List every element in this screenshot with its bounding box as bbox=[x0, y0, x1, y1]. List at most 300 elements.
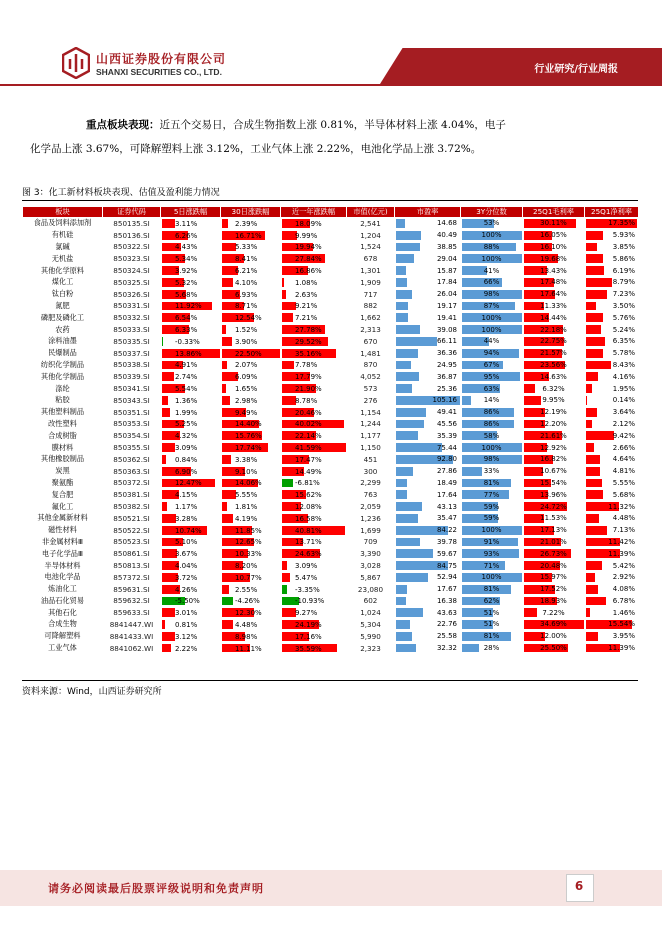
change-30d bbox=[221, 595, 281, 607]
pe-percentile bbox=[461, 430, 523, 442]
security-code: 850326.SI bbox=[103, 288, 161, 300]
security-code: 8841433.WI bbox=[103, 630, 161, 642]
gross-margin-value: 16.82% bbox=[540, 455, 567, 464]
change-1y bbox=[281, 512, 347, 524]
table-row bbox=[23, 630, 639, 642]
change-30d bbox=[221, 335, 281, 347]
net-margin-value: 4.81% bbox=[612, 467, 635, 476]
pe-percentile-value: 67% bbox=[483, 360, 500, 369]
change-30d bbox=[221, 359, 281, 371]
pe-ratio bbox=[395, 312, 461, 324]
gross-margin bbox=[523, 630, 585, 642]
net-margin-value: 6.78% bbox=[612, 596, 635, 605]
table-row bbox=[23, 276, 639, 288]
net-margin bbox=[585, 501, 639, 513]
change-30d bbox=[221, 347, 281, 359]
net-margin bbox=[585, 524, 639, 536]
change-30d-value: 12.30% bbox=[235, 609, 262, 618]
pe-ratio-value: 105.16 bbox=[432, 396, 457, 405]
pe-ratio-value: 32.32 bbox=[436, 644, 457, 653]
pe-ratio-value: 40.49 bbox=[436, 231, 457, 240]
gross-margin-value: 11.53% bbox=[540, 514, 567, 523]
sector-name: 非金属材料Ⅲ bbox=[23, 536, 103, 548]
change-30d-value: 9.10% bbox=[235, 467, 258, 476]
change-5d bbox=[161, 324, 221, 336]
gross-margin-value: 20.48% bbox=[540, 561, 567, 570]
change-30d bbox=[221, 276, 281, 288]
pe-percentile-value: 53% bbox=[483, 219, 500, 228]
change-1y-value: 17.79% bbox=[295, 373, 322, 382]
figure-divider bbox=[22, 200, 638, 201]
change-1y-value: 35.59% bbox=[295, 644, 322, 653]
pe-percentile bbox=[461, 536, 523, 548]
change-5d-value: 5.68% bbox=[175, 290, 198, 299]
change-30d-value: 1.65% bbox=[235, 385, 258, 394]
pe-percentile bbox=[461, 501, 523, 513]
gross-margin-value: 16.05% bbox=[540, 231, 567, 240]
column-header: 近一年涨跌幅 bbox=[281, 207, 347, 218]
market-cap: 1,150 bbox=[347, 442, 395, 454]
net-margin-value: 5.24% bbox=[612, 325, 635, 334]
change-30d-value: 17.74% bbox=[235, 444, 262, 453]
change-30d-value: -4.26% bbox=[235, 597, 260, 606]
change-1y-value: 40.81% bbox=[295, 526, 322, 535]
change-30d-value: 16.71% bbox=[235, 231, 262, 240]
change-5d bbox=[161, 536, 221, 548]
market-cap: 3,390 bbox=[347, 548, 395, 560]
pe-ratio-value: 19.17 bbox=[436, 301, 457, 310]
net-margin-value: 5.76% bbox=[612, 313, 635, 322]
change-1y-value: 7.21% bbox=[295, 314, 318, 323]
change-1y-value: 35.16% bbox=[295, 349, 322, 358]
change-5d-value: 0.84% bbox=[175, 455, 198, 464]
sector-name: 煤化工 bbox=[23, 276, 103, 288]
change-5d-value: 3.28% bbox=[175, 514, 198, 523]
table-row bbox=[23, 359, 639, 371]
pe-percentile bbox=[461, 276, 523, 288]
net-margin-value: 0.14% bbox=[612, 396, 635, 405]
table-row bbox=[23, 571, 639, 583]
gross-margin bbox=[523, 418, 585, 430]
sector-name: 合成树脂 bbox=[23, 430, 103, 442]
change-1y-value: 5.47% bbox=[295, 573, 318, 582]
security-code: 850341.SI bbox=[103, 383, 161, 395]
change-30d bbox=[221, 630, 281, 642]
change-30d-value: 8.98% bbox=[235, 632, 258, 641]
pe-ratio bbox=[395, 642, 461, 654]
change-5d bbox=[161, 477, 221, 489]
change-1y-value: 9.21% bbox=[295, 302, 318, 311]
figure-title: 图 3：化工新材料板块表现、估值及盈利能力情况 bbox=[22, 188, 220, 198]
change-5d bbox=[161, 442, 221, 454]
net-margin bbox=[585, 442, 639, 454]
gross-margin bbox=[523, 324, 585, 336]
change-30d bbox=[221, 265, 281, 277]
gross-margin-value: 22.75% bbox=[540, 337, 567, 346]
change-30d-value: 1.52% bbox=[235, 326, 258, 335]
change-1y-value: 22.14% bbox=[295, 432, 322, 441]
sector-name: 磁性材料 bbox=[23, 524, 103, 536]
pe-percentile-value: 41% bbox=[483, 266, 500, 275]
market-cap: 670 bbox=[347, 335, 395, 347]
pe-percentile bbox=[461, 324, 523, 336]
sector-name: 民爆制品 bbox=[23, 347, 103, 359]
source-divider bbox=[22, 680, 638, 681]
table-row bbox=[23, 560, 639, 572]
pe-percentile bbox=[461, 265, 523, 277]
sector-name: 油品石化贸易 bbox=[23, 595, 103, 607]
net-margin bbox=[585, 453, 639, 465]
header-divider bbox=[0, 84, 662, 86]
change-1y bbox=[281, 501, 347, 513]
change-5d bbox=[161, 418, 221, 430]
change-1y bbox=[281, 465, 347, 477]
table-row bbox=[23, 324, 639, 336]
pe-percentile-value: 98% bbox=[483, 290, 500, 299]
security-code: 850337.SI bbox=[103, 347, 161, 359]
market-cap: 763 bbox=[347, 489, 395, 501]
change-1y bbox=[281, 324, 347, 336]
gross-margin bbox=[523, 253, 585, 265]
net-margin bbox=[585, 406, 639, 418]
pe-ratio-value: 49.41 bbox=[436, 408, 457, 417]
gross-margin-value: 13.96% bbox=[540, 490, 567, 499]
net-margin bbox=[585, 642, 639, 654]
net-margin bbox=[585, 465, 639, 477]
pe-percentile bbox=[461, 418, 523, 430]
footer-disclaimer: 请务必阅读最后股票评级说明和免责声明 bbox=[48, 882, 264, 895]
sector-name: 农药 bbox=[23, 324, 103, 336]
table-row bbox=[23, 406, 639, 418]
pe-percentile-value: 100% bbox=[481, 573, 502, 582]
gross-margin-value: 25.50% bbox=[540, 644, 567, 653]
change-1y-value: 17.16% bbox=[295, 632, 322, 641]
pe-percentile-value: 81% bbox=[483, 585, 500, 594]
pe-ratio-value: 27.86 bbox=[436, 467, 457, 476]
net-margin bbox=[585, 489, 639, 501]
pe-percentile bbox=[461, 335, 523, 347]
change-30d bbox=[221, 253, 281, 265]
change-1y bbox=[281, 583, 347, 595]
net-margin-value: 5.42% bbox=[612, 561, 635, 570]
market-cap: 717 bbox=[347, 288, 395, 300]
change-30d-value: 2.39% bbox=[235, 219, 258, 228]
change-1y bbox=[281, 229, 347, 241]
pe-ratio bbox=[395, 229, 461, 241]
pe-percentile bbox=[461, 642, 523, 654]
net-margin bbox=[585, 630, 639, 642]
pe-percentile bbox=[461, 583, 523, 595]
pe-percentile bbox=[461, 560, 523, 572]
pe-ratio-value: 16.38 bbox=[436, 596, 457, 605]
change-5d bbox=[161, 383, 221, 395]
change-5d bbox=[161, 512, 221, 524]
pe-percentile bbox=[461, 347, 523, 359]
market-cap: 1,177 bbox=[347, 430, 395, 442]
security-code: 850523.SI bbox=[103, 536, 161, 548]
gross-margin bbox=[523, 442, 585, 454]
pe-ratio-value: 35.39 bbox=[436, 431, 457, 440]
gross-margin-value: 22.18% bbox=[540, 325, 567, 334]
gross-margin bbox=[523, 265, 585, 277]
change-30d-value: 8.41% bbox=[235, 255, 258, 264]
net-margin-value: 5.93% bbox=[612, 231, 635, 240]
table-row bbox=[23, 442, 639, 454]
change-30d bbox=[221, 571, 281, 583]
pe-ratio-value: 29.04 bbox=[436, 254, 457, 263]
gross-margin bbox=[523, 453, 585, 465]
column-header: 市值(亿元) bbox=[347, 207, 395, 218]
pe-ratio bbox=[395, 335, 461, 347]
net-margin bbox=[585, 288, 639, 300]
pe-percentile-value: 88% bbox=[483, 242, 500, 251]
net-margin-value: 4.16% bbox=[612, 372, 635, 381]
security-code: 850351.SI bbox=[103, 406, 161, 418]
market-cap: 3,028 bbox=[347, 560, 395, 572]
market-cap: 2,299 bbox=[347, 477, 395, 489]
change-5d-value: 5.32% bbox=[175, 278, 198, 287]
table-row bbox=[23, 536, 639, 548]
sector-name: 可降解塑料 bbox=[23, 630, 103, 642]
gross-margin-value: 19.68% bbox=[540, 254, 567, 263]
change-1y bbox=[281, 241, 347, 253]
change-5d-value: 4.91% bbox=[175, 361, 198, 370]
change-5d bbox=[161, 394, 221, 406]
pe-ratio-value: 43.13 bbox=[436, 502, 457, 511]
change-1y-value: 27.78% bbox=[295, 326, 322, 335]
market-cap: 1,154 bbox=[347, 406, 395, 418]
sector-name: 膜材料 bbox=[23, 442, 103, 454]
pe-ratio-value: 35.47 bbox=[436, 514, 457, 523]
change-30d-value: 1.81% bbox=[235, 503, 258, 512]
market-cap: 1,481 bbox=[347, 347, 395, 359]
net-margin bbox=[585, 619, 639, 631]
change-5d bbox=[161, 524, 221, 536]
gross-margin-value: 17.13% bbox=[540, 526, 567, 535]
net-margin bbox=[585, 512, 639, 524]
column-header: 板块 bbox=[23, 207, 103, 218]
pe-percentile-value: 100% bbox=[481, 313, 502, 322]
pe-percentile-value: 81% bbox=[483, 478, 500, 487]
security-code: 850339.SI bbox=[103, 371, 161, 383]
gross-margin bbox=[523, 477, 585, 489]
change-1y bbox=[281, 571, 347, 583]
pe-ratio bbox=[395, 418, 461, 430]
change-5d-value: 6.90% bbox=[175, 467, 198, 476]
pe-percentile bbox=[461, 241, 523, 253]
change-1y-value: 7.78% bbox=[295, 361, 318, 370]
sector-name: 聚氨酯 bbox=[23, 477, 103, 489]
change-5d-value: -0.33% bbox=[175, 337, 200, 346]
change-30d-value: 3.38% bbox=[235, 455, 258, 464]
security-code: 850135.SI bbox=[103, 218, 161, 230]
change-5d-value: 3.67% bbox=[175, 550, 198, 559]
gross-margin-value: 9.95% bbox=[542, 396, 565, 405]
change-1y-value: 24.19% bbox=[295, 620, 322, 629]
change-30d bbox=[221, 406, 281, 418]
gross-margin bbox=[523, 335, 585, 347]
pe-percentile-value: 98% bbox=[483, 455, 500, 464]
gross-margin bbox=[523, 619, 585, 631]
security-code: 850335.SI bbox=[103, 335, 161, 347]
change-1y-value: 9.99% bbox=[295, 231, 318, 240]
net-margin bbox=[585, 300, 639, 312]
change-30d-value: 8.20% bbox=[235, 562, 258, 570]
pe-ratio-value: 14.68 bbox=[436, 219, 457, 228]
gross-margin-value: 15.54% bbox=[540, 478, 567, 487]
table-row bbox=[23, 241, 639, 253]
pe-percentile-value: 91% bbox=[483, 537, 500, 546]
net-margin-value: 3.50% bbox=[612, 301, 635, 310]
change-1y-value: 21.90% bbox=[295, 385, 322, 394]
change-30d bbox=[221, 477, 281, 489]
net-margin-value: 8.43% bbox=[612, 360, 635, 369]
change-5d-value: 3.11% bbox=[175, 219, 198, 228]
change-5d-value: 11.92% bbox=[175, 302, 202, 311]
sector-name: 氟化工 bbox=[23, 501, 103, 513]
pe-ratio-value: 26.04 bbox=[436, 290, 457, 299]
change-5d bbox=[161, 265, 221, 277]
net-margin bbox=[585, 536, 639, 548]
pe-percentile-value: 100% bbox=[481, 231, 502, 240]
pe-percentile-value: 58% bbox=[483, 431, 500, 440]
pe-percentile-value: 87% bbox=[483, 301, 500, 310]
sector-name: 食品及饲料添加剂 bbox=[23, 218, 103, 230]
change-1y bbox=[281, 335, 347, 347]
table-row bbox=[23, 583, 639, 595]
change-5d-value: 2.22% bbox=[175, 644, 198, 653]
change-30d-value: 10.77% bbox=[235, 573, 262, 582]
pe-percentile bbox=[461, 371, 523, 383]
net-margin bbox=[585, 394, 639, 406]
change-5d bbox=[161, 241, 221, 253]
gross-margin bbox=[523, 512, 585, 524]
sector-name: 改性塑料 bbox=[23, 418, 103, 430]
change-30d-value: 2.55% bbox=[235, 585, 258, 594]
pe-percentile-value: 51% bbox=[483, 608, 500, 617]
gross-margin bbox=[523, 229, 585, 241]
paragraph-lead: 重点板块表现： bbox=[86, 119, 160, 131]
pe-percentile bbox=[461, 394, 523, 406]
source-note: 资料来源：Wind，山西证券研究所 bbox=[22, 687, 162, 697]
pe-percentile-value: 28% bbox=[483, 644, 500, 653]
pe-percentile bbox=[461, 477, 523, 489]
pe-percentile-value: 59% bbox=[483, 514, 500, 523]
pe-percentile bbox=[461, 571, 523, 583]
change-30d bbox=[221, 524, 281, 536]
pe-ratio-value: 66.11 bbox=[436, 337, 457, 346]
table-row bbox=[23, 607, 639, 619]
pe-ratio-value: 39.08 bbox=[436, 325, 457, 334]
change-1y bbox=[281, 548, 347, 560]
pe-percentile-value: 51% bbox=[483, 620, 500, 629]
change-30d-value: 12.54% bbox=[235, 314, 262, 323]
change-1y bbox=[281, 359, 347, 371]
sector-name: 粘胶 bbox=[23, 394, 103, 406]
table-row bbox=[23, 430, 639, 442]
change-5d-value: 13.86% bbox=[175, 349, 202, 358]
paragraph-line2: 化学品上涨 3.67%，可降解塑料上涨 3.12%，工业气体上涨 2.22%，电池化学品上涨 3.72%。 bbox=[30, 143, 482, 155]
net-margin bbox=[585, 229, 639, 241]
market-cap: 602 bbox=[347, 595, 395, 607]
pe-ratio bbox=[395, 560, 461, 572]
security-code: 850353.SI bbox=[103, 418, 161, 430]
sector-name: 氮肥 bbox=[23, 300, 103, 312]
change-5d-value: 1.17% bbox=[175, 503, 198, 512]
market-cap: 2,059 bbox=[347, 501, 395, 513]
pe-percentile bbox=[461, 595, 523, 607]
security-code: 859631.SI bbox=[103, 583, 161, 595]
change-30d bbox=[221, 560, 281, 572]
security-code: 850522.SI bbox=[103, 524, 161, 536]
gross-margin-value: 12.92% bbox=[540, 443, 567, 452]
pe-percentile bbox=[461, 512, 523, 524]
table-row bbox=[23, 300, 639, 312]
market-cap: 1,204 bbox=[347, 229, 395, 241]
change-5d-value: 10.74% bbox=[175, 526, 202, 535]
security-code: 850338.SI bbox=[103, 359, 161, 371]
change-5d bbox=[161, 312, 221, 324]
change-5d-value: 5.10% bbox=[175, 538, 198, 547]
change-5d-value: 4.32% bbox=[175, 432, 198, 441]
pe-percentile bbox=[461, 300, 523, 312]
change-1y bbox=[281, 642, 347, 654]
pe-percentile-value: 86% bbox=[483, 408, 500, 417]
change-1y bbox=[281, 383, 347, 395]
market-cap: 23,080 bbox=[347, 583, 395, 595]
pe-ratio-value: 45.56 bbox=[436, 419, 457, 428]
gross-margin bbox=[523, 383, 585, 395]
company-name-en: SHANXI SECURITIES CO., LTD. bbox=[96, 67, 222, 77]
pe-percentile-value: 100% bbox=[481, 254, 502, 263]
change-30d bbox=[221, 324, 281, 336]
security-code: 850372.SI bbox=[103, 477, 161, 489]
change-30d-value: 9.49% bbox=[235, 408, 258, 417]
gross-margin-value: 12.19% bbox=[540, 408, 567, 417]
net-margin-value: 8.79% bbox=[612, 278, 635, 287]
table-row bbox=[23, 619, 639, 631]
change-30d bbox=[221, 312, 281, 324]
gross-margin-value: 7.22% bbox=[542, 608, 565, 617]
change-30d-value: 14.06% bbox=[235, 479, 262, 488]
pe-percentile bbox=[461, 359, 523, 371]
net-margin bbox=[585, 477, 639, 489]
market-cap: 870 bbox=[347, 359, 395, 371]
net-margin-value: 7.23% bbox=[612, 290, 635, 299]
change-5d bbox=[161, 229, 221, 241]
pe-ratio bbox=[395, 477, 461, 489]
market-cap: 1,909 bbox=[347, 276, 395, 288]
pe-percentile-value: 63% bbox=[483, 384, 500, 393]
gross-margin bbox=[523, 218, 585, 230]
net-margin bbox=[585, 548, 639, 560]
change-5d bbox=[161, 583, 221, 595]
change-1y bbox=[281, 218, 347, 230]
column-header: 25Q1净利率 bbox=[585, 207, 639, 218]
gross-margin-value: 11.33% bbox=[540, 301, 567, 310]
market-cap: 1,699 bbox=[347, 524, 395, 536]
change-5d-value: 6.26% bbox=[175, 231, 198, 240]
gross-margin-value: 10.67% bbox=[540, 467, 567, 476]
change-30d-value: 6.21% bbox=[235, 267, 258, 276]
pe-ratio-value: 17.84 bbox=[436, 278, 457, 287]
change-1y-value: 19.94% bbox=[295, 243, 322, 252]
change-30d bbox=[221, 300, 281, 312]
security-code: 850362.SI bbox=[103, 453, 161, 465]
pe-ratio bbox=[395, 347, 461, 359]
pe-ratio bbox=[395, 501, 461, 513]
change-1y bbox=[281, 630, 347, 642]
